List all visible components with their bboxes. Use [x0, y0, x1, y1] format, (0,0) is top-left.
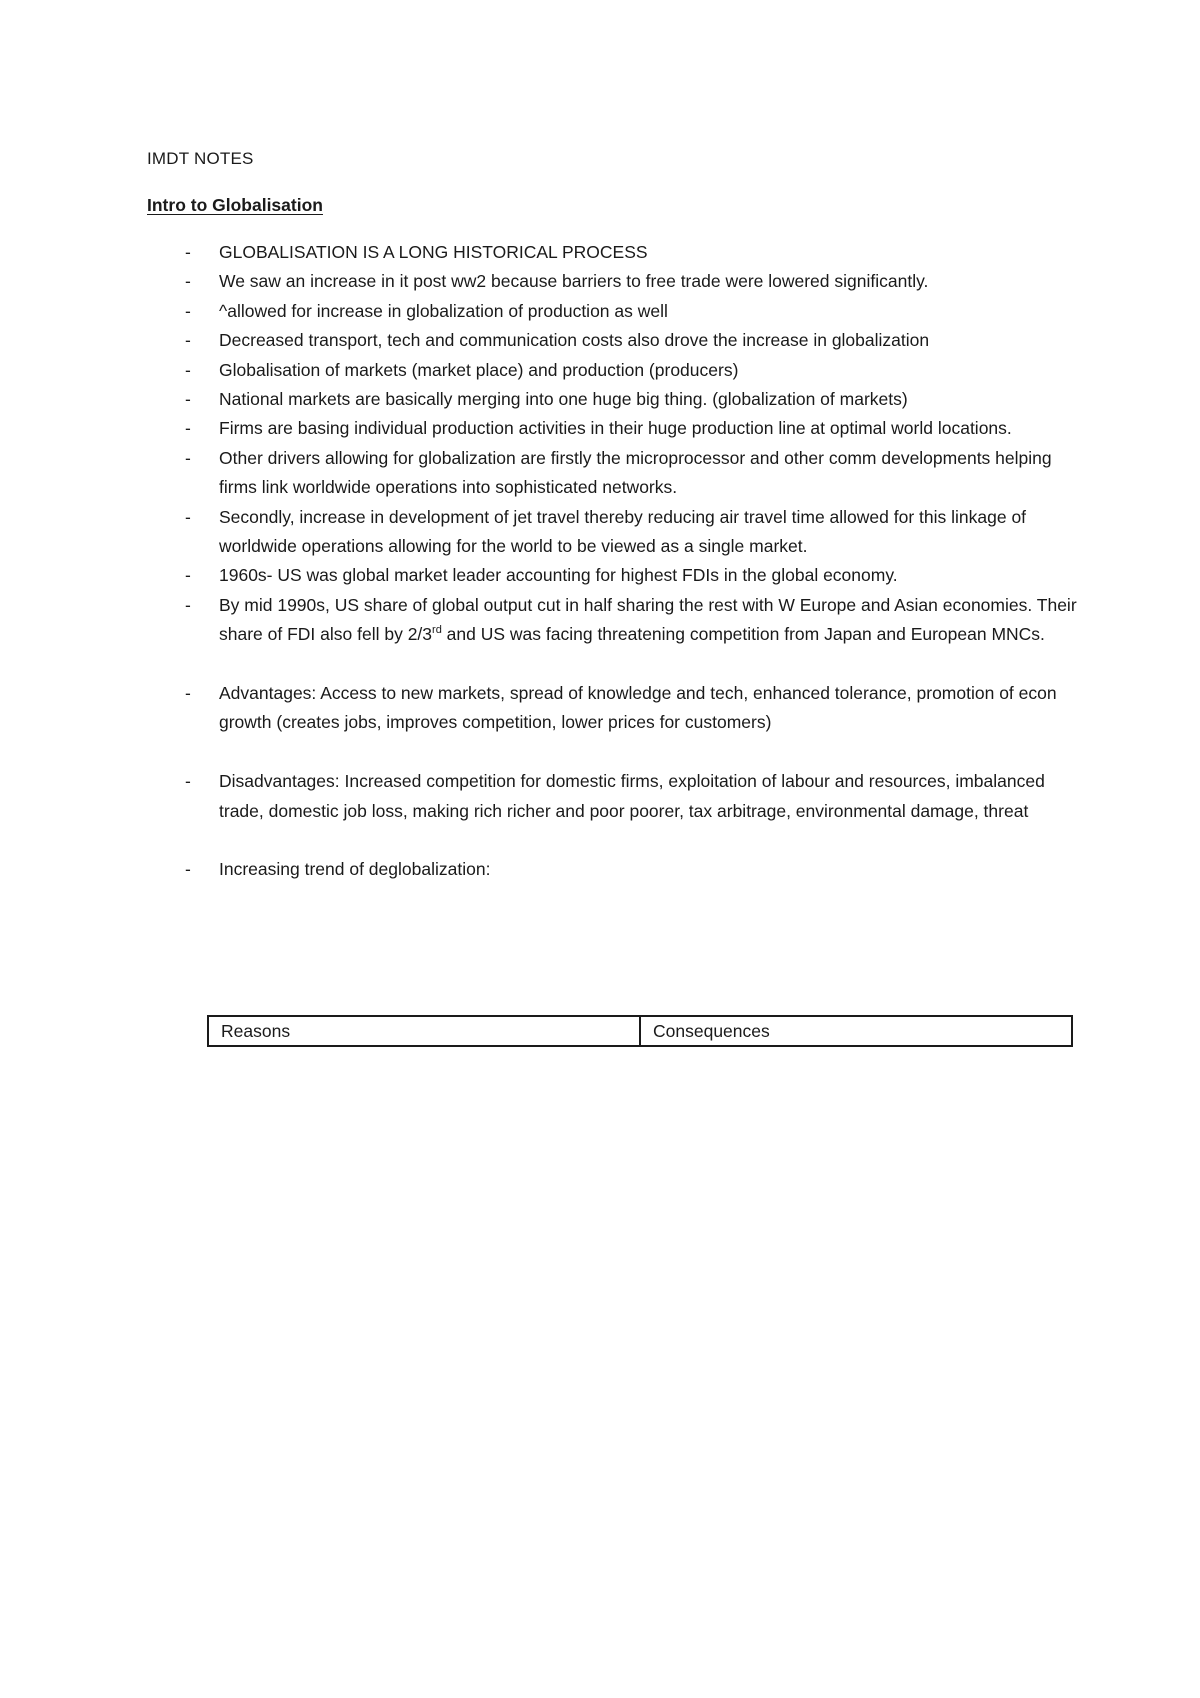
bullet-dash: - — [185, 271, 191, 292]
table-header-consequences: Consequences — [640, 1016, 1072, 1046]
table-header-reasons: Reasons — [208, 1016, 640, 1046]
table-header-row — [208, 1016, 1072, 1046]
bullet-dash: - — [185, 330, 191, 351]
reasons-consequences-table — [207, 1015, 1073, 1047]
list-item: - Globalisation of markets (market place) and production (producers) — [147, 356, 1087, 385]
bullet-list — [147, 238, 1087, 885]
bullet-dash: - — [185, 418, 191, 439]
list-item: - Firms are basing individual production activities in their huge production line at optimal world locations. — [147, 414, 1087, 443]
bullet-dash: - — [185, 565, 191, 586]
bullet-dash: - — [185, 359, 191, 380]
list-item: - GLOBALISATION IS A LONG HISTORICAL PROCESS — [147, 238, 1087, 267]
bullet-dash: - — [185, 506, 191, 527]
bullet-dash: - — [185, 771, 191, 792]
list-item: - ^allowed for increase in globalization of production as well — [147, 297, 1087, 326]
list-item-advantages: - Advantages: Access to new markets, spread of knowledge and tech, enhanced tolerance, promotion of econ growth (creates jobs, improves competition, lower prices for customers) — [147, 679, 1087, 738]
list-item: - Secondly, increase in development of jet travel thereby reducing air travel time allowed for this linkage of worldwide operations allowing for the world to be viewed as a single market. — [147, 503, 1087, 562]
list-item: - We saw an increase in it post ww2 because barriers to free trade were lowered significantly. — [147, 267, 1087, 296]
list-item-disadvantages: - Disadvantages: Increased competition for domestic firms, exploitation of labour and resources, imbalanced trade, domestic job loss, making rich richer and poor poorer, tax arbitrage, environmental damage, threat — [147, 767, 1087, 826]
bullet-dash: - — [185, 242, 191, 262]
bullet-dash: - — [185, 859, 191, 880]
list-item: - National markets are basically merging into one huge big thing. (globalization of markets) — [147, 385, 1087, 414]
list-item-deglobalization: - Increasing trend of deglobalization: — [147, 855, 1087, 884]
list-item: - 1960s- US was global market leader accounting for highest FDIs in the global economy. — [147, 561, 1087, 590]
section-heading: Intro to Globalisation — [147, 195, 323, 215]
bullet-dash: - — [185, 300, 191, 321]
list-item: - By mid 1990s, US share of global output cut in half sharing the rest with W Europe and Asian economies. Their share of FDI also fell by 2/3rd and US was facing threatening competition from Japan and European MNCs. — [147, 591, 1087, 650]
bullet-dash: - — [185, 594, 191, 615]
bullet-dash: - — [185, 683, 191, 704]
document-title: IMDT NOTES — [147, 149, 254, 168]
bullet-dash: - — [185, 447, 191, 468]
list-item: - Other drivers allowing for globalization are firstly the microprocessor and other comm developments helping firms link worldwide operations into sophisticated networks. — [147, 444, 1087, 503]
bullet-dash: - — [185, 389, 191, 410]
list-item: - Decreased transport, tech and communication costs also drove the increase in globalization — [147, 326, 1087, 355]
